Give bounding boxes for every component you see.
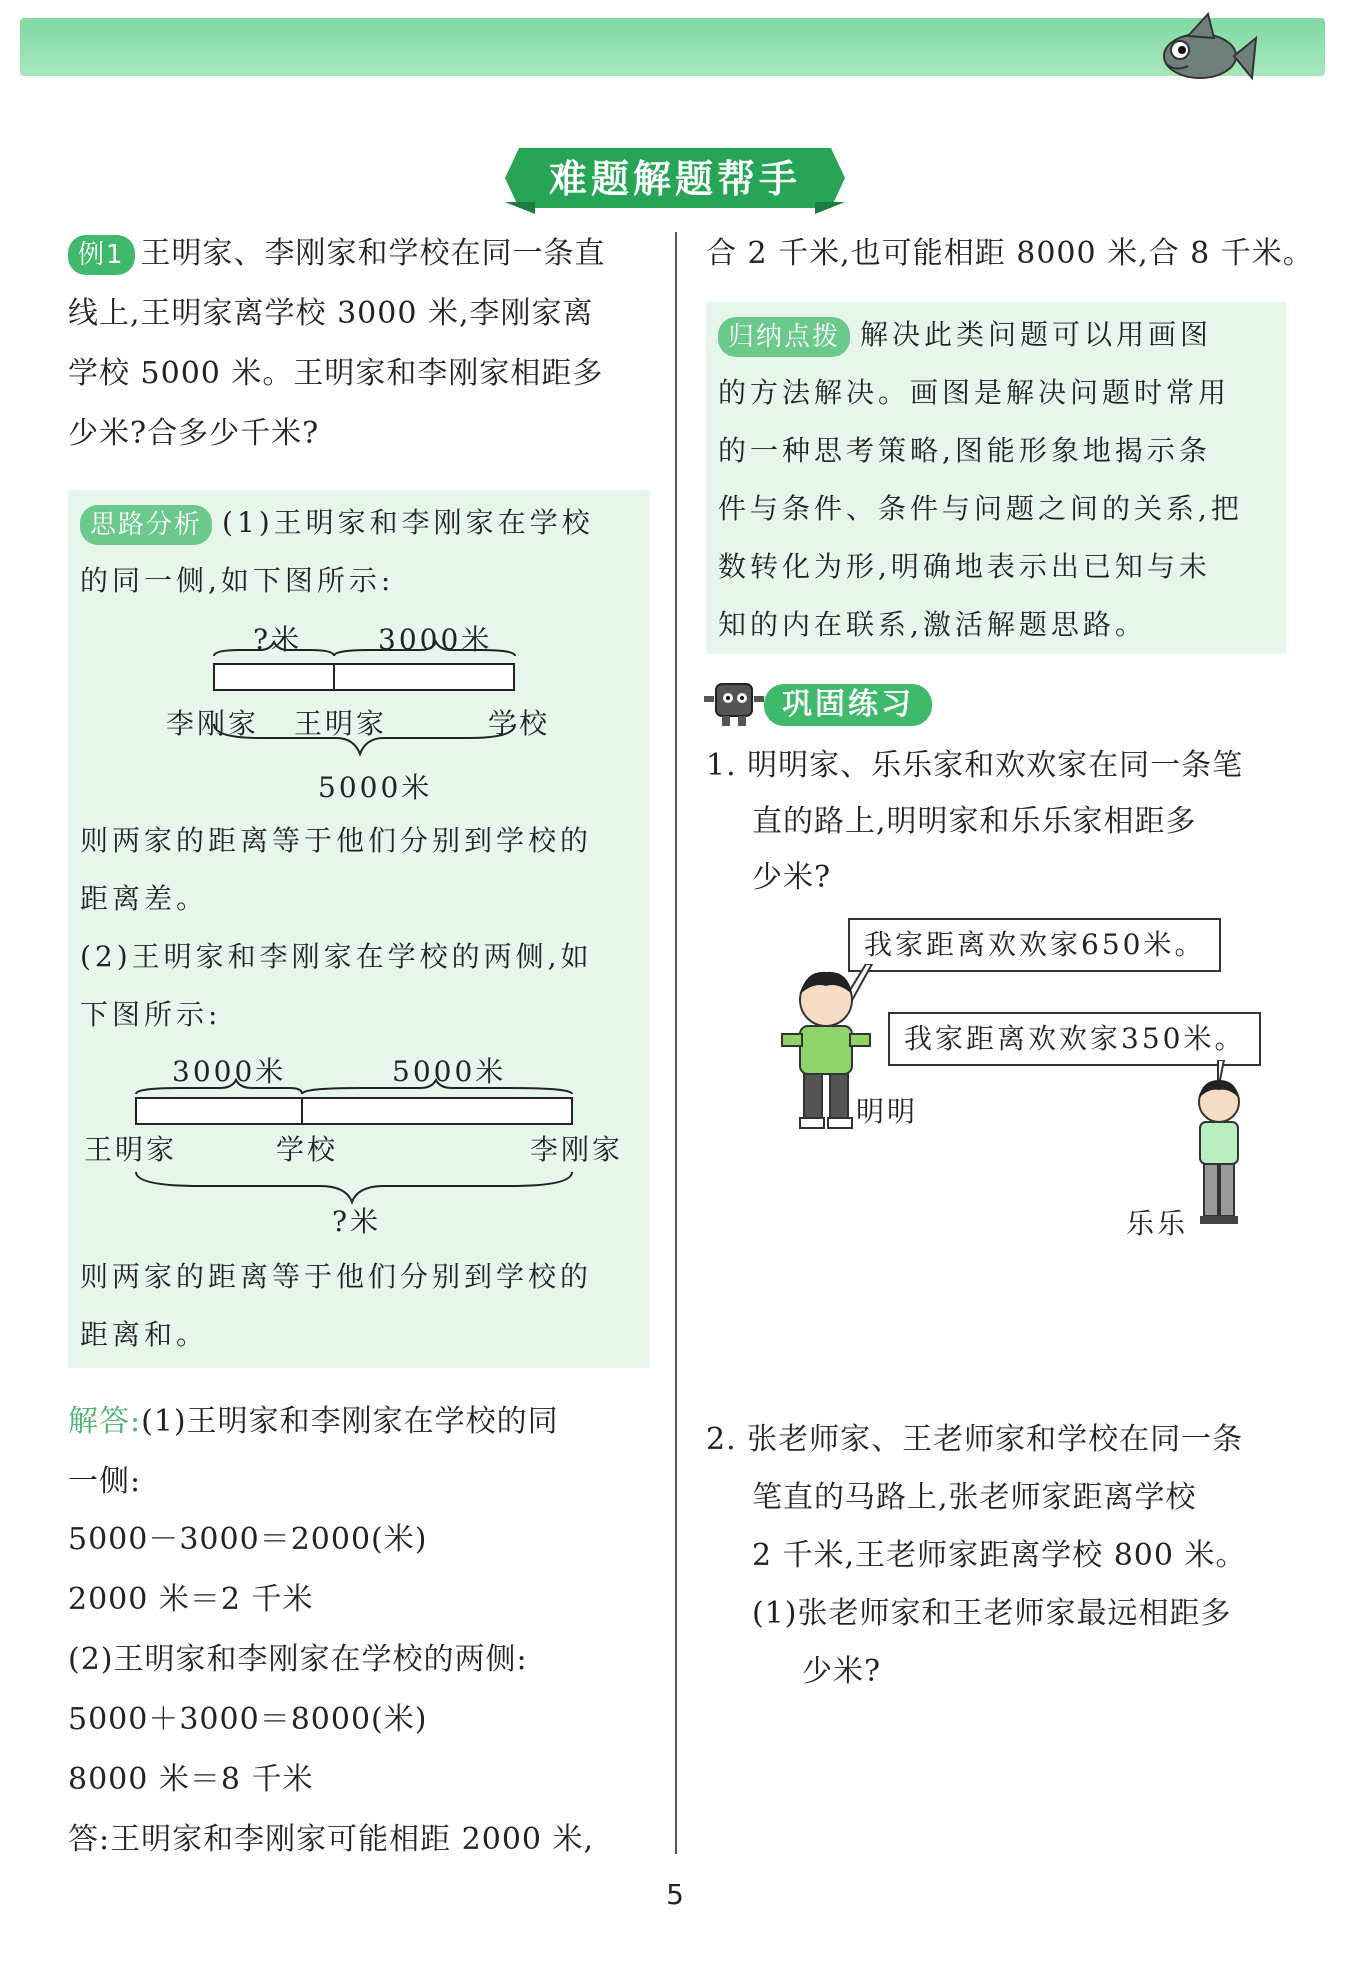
q1-line: 直的路上,明明家和乐乐家相距多 [752, 804, 1197, 839]
summary-tag: 归纳点拨 [718, 317, 850, 357]
q2-line: 少米? [802, 1654, 882, 1689]
analysis-line: 的同一侧,如下图所示: [80, 564, 395, 597]
diagram1-place: 李刚家 [166, 707, 260, 740]
summary-line: 知的内在联系,激活解题思路。 [718, 608, 1147, 641]
answer-line: 5000＋3000＝8000(米) [68, 1702, 428, 1737]
q2-line: 2 千米,王老师家距离学校 800 米。 [752, 1538, 1247, 1573]
answer-line: 一侧: [68, 1464, 142, 1499]
diagram1-total: 5000米 [318, 771, 433, 804]
q1-line: 少米? [752, 860, 832, 895]
example-line: 线上,王明家离学校 3000 米,李刚家离 [68, 296, 594, 331]
example-line: 学校 5000 米。王明家和李刚家相距多 [68, 356, 604, 391]
analysis-tag: 思路分析 [80, 505, 212, 545]
summary-line: 数转化为形,明确地表示出已知与未 [718, 550, 1211, 583]
example-line: 少米?合多少千米? [68, 416, 320, 451]
analysis-line [80, 494, 594, 552]
column-divider [675, 232, 677, 1854]
name-mingming: 明明 [856, 1095, 919, 1128]
example-tag: 例1 [68, 235, 135, 275]
diagram1-label: ?米 [253, 623, 303, 656]
practice-title: 巩固练习 [764, 684, 932, 726]
analysis-text: (1)王明家和李刚家在学校 [222, 506, 594, 539]
answer-line [68, 1392, 559, 1452]
fish-icon [1148, 8, 1258, 98]
analysis-line: 距离和。 [80, 1318, 209, 1351]
analysis-line: 下图所示: [80, 998, 222, 1031]
section-banner [505, 142, 845, 214]
robot-icon [702, 676, 766, 728]
q2-line: (1)张老师家和王老师家最远相距多 [752, 1596, 1232, 1631]
speech-bubble-2: 我家距离欢欢家350米。 [888, 1012, 1261, 1066]
analysis-line: 距离差。 [80, 882, 209, 915]
diagram2-total: ?米 [332, 1205, 382, 1238]
diagram1-label: 3000米 [378, 623, 493, 656]
diagram2-label: 5000米 [392, 1055, 507, 1088]
banner-title: 难题解题帮手 [548, 156, 801, 201]
answer-continued: 合 2 千米,也可能相距 8000 米,合 8 千米。 [706, 236, 1314, 271]
answer-line: 2000 米＝2 千米 [68, 1582, 314, 1617]
answer-text: (1)王明家和李刚家在学校的同 [141, 1404, 559, 1439]
answer-line: (2)王明家和李刚家在学校的两侧: [68, 1642, 528, 1677]
name-lele: 乐乐 [1126, 1207, 1189, 1240]
diagram1-place: 王明家 [294, 707, 388, 740]
summary-text: 解决此类问题可以用画图 [860, 318, 1213, 351]
top-decor-bar [20, 18, 1325, 76]
answer-line: 答:王明家和李刚家可能相距 2000 米, [68, 1822, 595, 1857]
q1-line: 1. 明明家、乐乐家和欢欢家在同一条笔 [706, 748, 1244, 783]
answer-line: 5000－3000＝2000(米) [68, 1522, 428, 1557]
summary-line: 的方法解决。画图是解决问题时常用 [718, 376, 1231, 409]
summary-line [718, 306, 1212, 364]
answer-label: 解答: [68, 1404, 142, 1439]
analysis-line: 则两家的距离等于他们分别到学校的 [80, 1260, 593, 1293]
boy-lele-icon [1184, 1060, 1254, 1230]
diagram2-label: 3000米 [172, 1055, 287, 1088]
answer-line: 8000 米＝8 千米 [68, 1762, 314, 1797]
page-number: 5 [666, 1878, 684, 1911]
speech-bubble-1: 我家距离欢欢家650米。 [848, 918, 1221, 972]
summary-line: 件与条件、条件与问题之间的关系,把 [718, 492, 1243, 525]
q2-line: 2. 张老师家、王老师家和学校在同一条 [706, 1422, 1244, 1457]
example-line: 王明家、李刚家和学校在同一条直 [140, 236, 606, 271]
diagram2-place: 王明家 [84, 1133, 178, 1166]
diagram2-place: 学校 [276, 1133, 339, 1166]
example-1 [68, 224, 606, 284]
diagram1-place: 学校 [488, 707, 551, 740]
analysis-line: 则两家的距离等于他们分别到学校的 [80, 824, 593, 857]
summary-line: 的一种思考策略,图能形象地揭示条 [718, 434, 1211, 467]
diagram2-place: 李刚家 [530, 1133, 624, 1166]
q2-line: 笔直的马路上,张老师家距离学校 [752, 1480, 1197, 1515]
analysis-line: (2)王明家和李刚家在学校的两侧,如 [80, 940, 593, 973]
